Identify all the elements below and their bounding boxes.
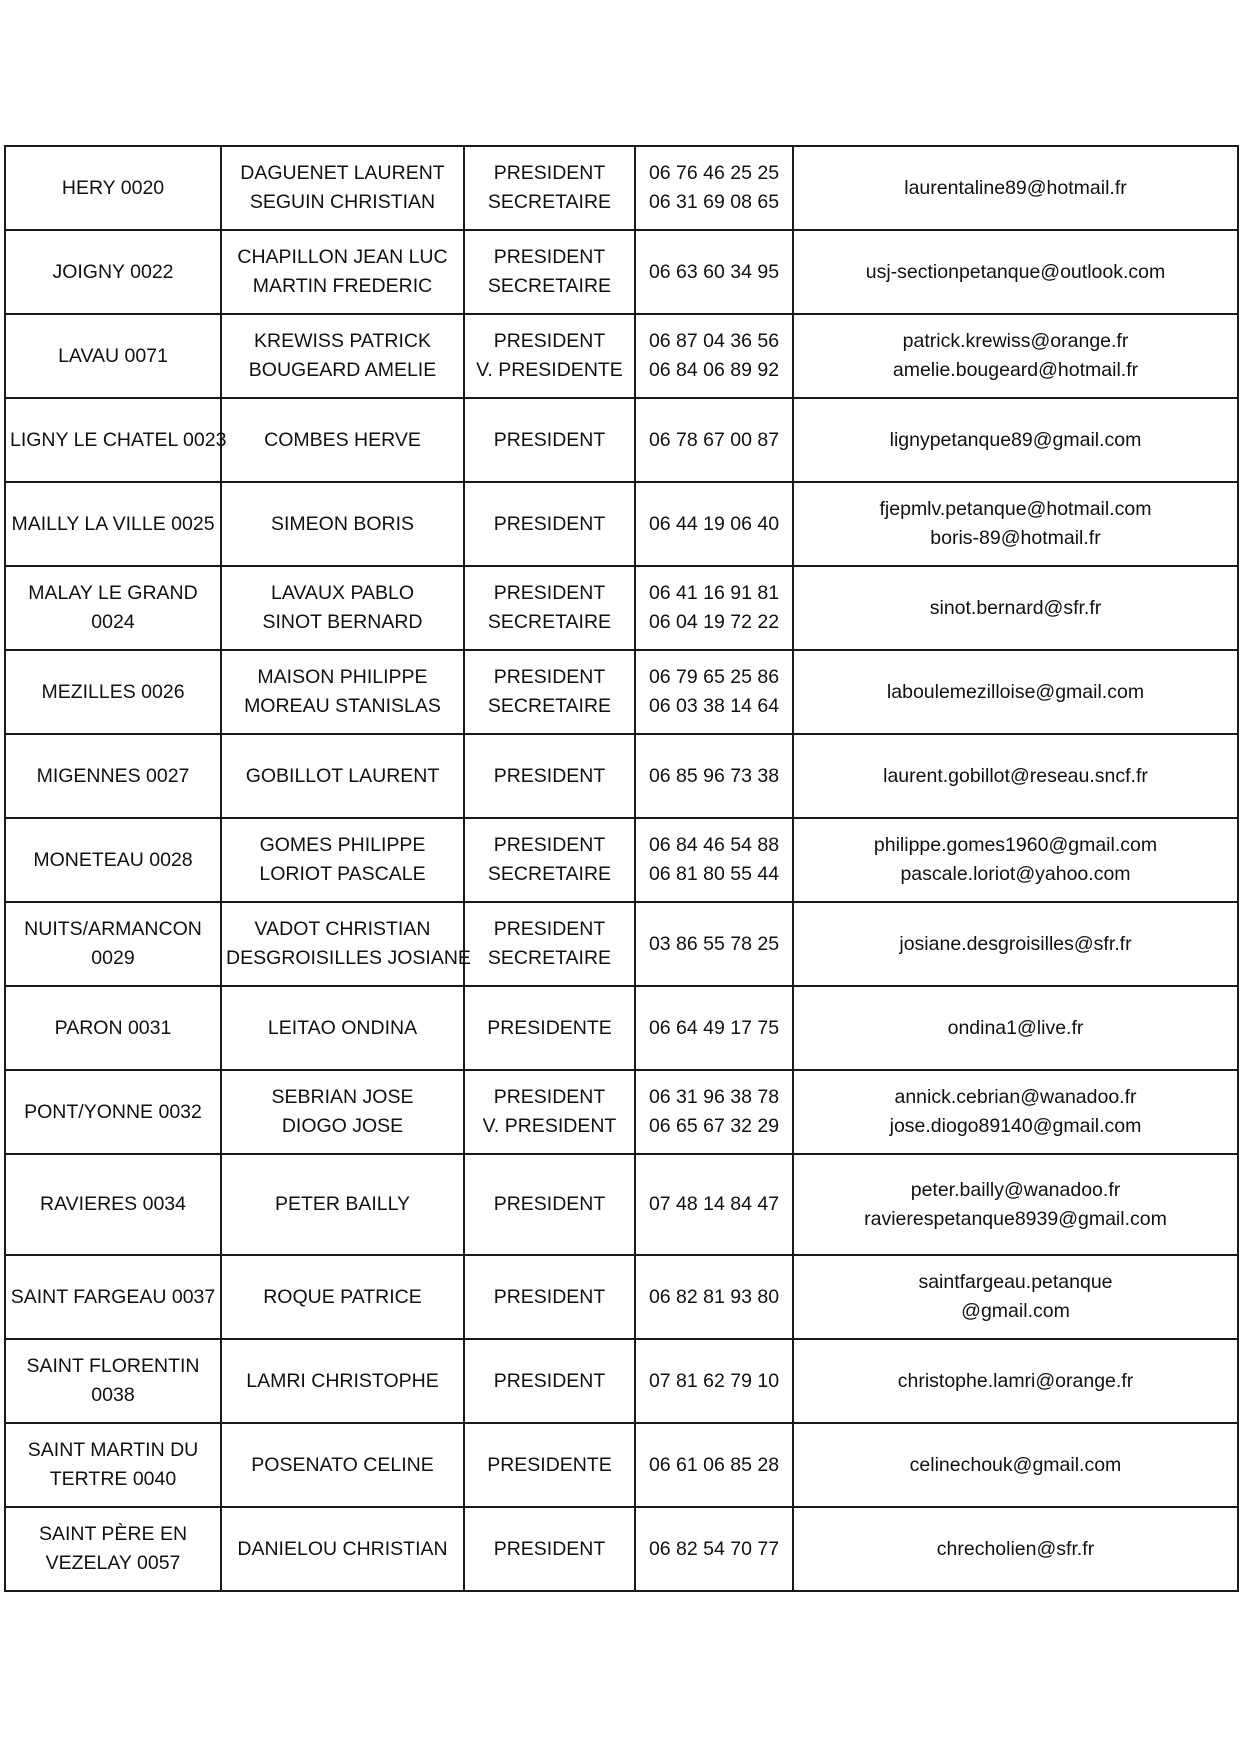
names-line: DANIELOU CHRISTIAN: [237, 1537, 448, 1560]
emails-cell: [793, 650, 1238, 734]
roles-cell: [464, 1423, 635, 1507]
phones-line: 06 63 60 34 95: [648, 260, 780, 283]
names-line: POSENATO CELINE: [251, 1453, 434, 1476]
phones-cell: [635, 902, 793, 986]
table-row: [5, 734, 1238, 818]
names-cell: [221, 650, 464, 734]
names-cell: [221, 902, 471, 986]
club-line: LAVAU 0071: [58, 344, 168, 367]
emails-line: lignypetanque89@gmail.com: [889, 428, 1142, 451]
emails-cell: [793, 1423, 1238, 1507]
club-line: MIGENNES 0027: [36, 764, 190, 787]
emails-line: patrick.krewiss@orange.fr: [902, 330, 1129, 352]
club-cell: [5, 1154, 221, 1255]
club-cell: [5, 1339, 221, 1423]
emails-cell: [793, 230, 1238, 314]
names-cell: [221, 1339, 464, 1423]
club-line: SAINT FARGEAU 0037: [10, 1285, 216, 1308]
phones-line: 06 61 06 85 28: [648, 1453, 780, 1476]
emails-cell: [793, 566, 1238, 650]
names-cell: [221, 1154, 464, 1255]
roles-line: V. PRESIDENTE: [476, 359, 623, 381]
phones-line: 06 31 96 38 78: [648, 1086, 780, 1108]
names-line: SIMEON BORIS: [270, 512, 415, 535]
emails-line: jose.diogo89140@gmail.com: [889, 1115, 1142, 1137]
phones-cell: [635, 734, 793, 818]
phones-line: 06 65 67 32 29: [648, 1115, 780, 1137]
phones-line: 06 82 81 93 80: [648, 1285, 780, 1308]
emails-line: amelie.bougeard@hotmail.fr: [892, 359, 1139, 381]
emails-cell: [793, 818, 1238, 902]
names-cell: [221, 398, 464, 482]
phones-line: 06 64 49 17 75: [648, 1016, 780, 1039]
roles-line: PRESIDENT: [493, 1086, 606, 1108]
club-line: 0029: [91, 947, 135, 969]
phones-cell: [635, 398, 793, 482]
roles-line: SECRETAIRE: [487, 611, 612, 633]
roles-line: PRESIDENT: [493, 582, 606, 604]
roles-line: PRESIDENT: [493, 1285, 606, 1308]
roles-line: PRESIDENT: [493, 512, 606, 535]
emails-line: ravierespetanque8939@gmail.com: [864, 1207, 1167, 1230]
names-line: VADOT CHRISTIAN: [254, 918, 431, 940]
phones-cell: [635, 1339, 793, 1423]
names-line: MAISON PHILIPPE: [257, 666, 428, 688]
club-contacts-table: [4, 145, 1239, 1592]
names-line: CHAPILLON JEAN LUC: [237, 246, 448, 268]
club-cell: [5, 230, 221, 314]
table-row: [5, 1339, 1238, 1423]
roles-line: PRESIDENT: [493, 162, 606, 184]
emails-line: laurentaline89@hotmail.fr: [904, 176, 1127, 199]
names-line: LEITAO ONDINA: [267, 1016, 418, 1039]
phones-line: 06 82 54 70 77: [648, 1537, 780, 1560]
emails-cell: [793, 734, 1238, 818]
roles-cell: [464, 146, 635, 230]
club-cell: [5, 146, 221, 230]
table-row: [5, 1255, 1238, 1339]
names-cell: [221, 482, 464, 566]
emails-cell: [793, 902, 1238, 986]
emails-line: fjepmlv.petanque@hotmail.com: [879, 498, 1152, 520]
table-row: [5, 650, 1238, 734]
roles-line: PRESIDENTE: [487, 1453, 612, 1476]
phones-cell: [635, 650, 793, 734]
club-cell: [5, 1255, 221, 1339]
roles-cell: [464, 986, 635, 1070]
emails-line: peter.bailly@wanadoo.fr: [910, 1178, 1121, 1201]
roles-line: PRESIDENT: [493, 246, 606, 268]
table-row: [5, 818, 1238, 902]
names-line: COMBES HERVE: [264, 428, 421, 451]
names-line: MARTIN FREDERIC: [252, 275, 433, 297]
roles-line: SECRETAIRE: [487, 695, 612, 717]
phones-line: 06 78 67 00 87: [648, 428, 780, 451]
roles-line: PRESIDENT: [493, 428, 606, 451]
roles-line: PRESIDENT: [493, 1193, 606, 1215]
emails-line: philippe.gomes1960@gmail.com: [873, 834, 1158, 856]
names-cell: [221, 734, 464, 818]
emails-line: laboulemezilloise@gmail.com: [886, 680, 1145, 703]
roles-line: SECRETAIRE: [487, 863, 612, 885]
club-line: JOIGNY 0022: [52, 260, 174, 283]
names-line: ROQUE PATRICE: [263, 1285, 422, 1308]
phones-line: 06 41 16 91 81: [648, 582, 780, 604]
phones-line: 06 44 19 06 40: [648, 512, 780, 535]
club-cell: [5, 566, 221, 650]
roles-line: PRESIDENT: [493, 1537, 606, 1560]
roles-cell: [464, 398, 635, 482]
club-line: RAVIERES 0034: [40, 1193, 186, 1215]
emails-line: ondina1@live.fr: [947, 1016, 1084, 1039]
roles-cell: [464, 314, 635, 398]
table-row: [5, 1154, 1238, 1255]
roles-cell: [464, 1154, 635, 1255]
phones-cell: [635, 146, 793, 230]
phones-line: 06 81 80 55 44: [648, 863, 780, 885]
club-line: PONT/YONNE 0032: [24, 1100, 202, 1123]
club-cell: [5, 314, 221, 398]
names-line: MOREAU STANISLAS: [244, 695, 441, 717]
phones-cell: [635, 482, 793, 566]
emails-cell: [793, 482, 1238, 566]
roles-line: SECRETAIRE: [487, 275, 612, 297]
club-line: MAILLY LA VILLE 0025: [11, 512, 215, 535]
roles-line: PRESIDENT: [493, 1369, 606, 1392]
club-line: LIGNY LE CHATEL 0023: [10, 428, 227, 451]
club-line: TERTRE 0040: [49, 1468, 177, 1490]
roles-cell: [464, 1339, 635, 1423]
phones-line: 06 04 19 72 22: [648, 611, 780, 633]
names-cell: [221, 818, 464, 902]
club-line: 0024: [91, 611, 135, 633]
club-cell: [5, 1423, 221, 1507]
club-cell: [5, 818, 221, 902]
phones-cell: [635, 818, 793, 902]
emails-cell: [793, 1507, 1238, 1591]
table-row: [5, 1507, 1238, 1591]
emails-line: laurent.gobillot@reseau.sncf.fr: [883, 764, 1148, 787]
emails-line: usj-sectionpetanque@outlook.com: [865, 260, 1166, 283]
table-row: [5, 314, 1238, 398]
club-line: NUITS/ARMANCON: [24, 918, 202, 940]
names-cell: [221, 1255, 464, 1339]
phones-line: 07 48 14 84 47: [648, 1193, 780, 1215]
club-cell: [5, 986, 221, 1070]
club-cell: [5, 1507, 221, 1591]
names-line: SEBRIAN JOSE: [271, 1086, 414, 1108]
roles-cell: [464, 650, 635, 734]
roles-line: PRESIDENT: [493, 834, 606, 856]
names-cell: [221, 986, 464, 1070]
roles-cell: [464, 566, 635, 650]
names-line: SINOT BERNARD: [262, 611, 423, 633]
club-line: MONETEAU 0028: [33, 848, 193, 871]
roles-cell: [464, 902, 635, 986]
roles-cell: [464, 230, 635, 314]
club-line: 0038: [91, 1384, 135, 1406]
table-row: [5, 1070, 1238, 1154]
phones-line: 07 81 62 79 10: [648, 1369, 780, 1392]
phones-cell: [635, 1255, 793, 1339]
names-line: BOUGEARD AMELIE: [248, 359, 437, 381]
names-cell: [221, 566, 464, 650]
phones-line: 06 84 46 54 88: [648, 834, 780, 856]
emails-line: celinechouk@gmail.com: [909, 1453, 1122, 1476]
table-row: [5, 230, 1238, 314]
names-line: DIOGO JOSE: [281, 1115, 404, 1137]
phones-cell: [635, 1507, 793, 1591]
club-line: SAINT MARTIN DU: [27, 1439, 199, 1461]
emails-cell: [793, 986, 1238, 1070]
table-body: [5, 146, 1238, 1591]
names-cell: [221, 1507, 464, 1591]
roles-line: SECRETAIRE: [487, 191, 612, 213]
phones-line: 06 79 65 25 86: [648, 666, 780, 688]
emails-cell: [793, 1339, 1238, 1423]
emails-line: annick.cebrian@wanadoo.fr: [894, 1086, 1137, 1108]
club-cell: [5, 1070, 221, 1154]
club-line: MALAY LE GRAND: [28, 582, 198, 604]
roles-cell: [464, 818, 635, 902]
table-row: [5, 1423, 1238, 1507]
phones-cell: [635, 314, 793, 398]
roles-line: SECRETAIRE: [487, 947, 612, 969]
phones-cell: [635, 1154, 793, 1255]
roles-cell: [464, 734, 635, 818]
roles-line: PRESIDENT: [493, 764, 606, 787]
phones-cell: [635, 566, 793, 650]
emails-cell: [793, 314, 1238, 398]
phones-line: 06 03 38 14 64: [648, 695, 780, 717]
club-cell: [5, 902, 221, 986]
phones-cell: [635, 1070, 793, 1154]
phones-line: 06 31 69 08 65: [648, 191, 780, 213]
emails-line: @gmail.com: [961, 1300, 1070, 1322]
names-cell: [221, 146, 464, 230]
emails-line: sinot.bernard@sfr.fr: [929, 596, 1102, 619]
club-line: PARON 0031: [54, 1016, 172, 1039]
emails-cell: [793, 1255, 1238, 1339]
emails-line: boris-89@hotmail.fr: [930, 527, 1101, 549]
table-row: [5, 482, 1238, 566]
emails-cell: [793, 1154, 1238, 1255]
club-cell: [5, 482, 221, 566]
names-line: GOBILLOT LAURENT: [245, 764, 440, 787]
roles-line: PRESIDENT: [493, 330, 606, 352]
roles-line: V. PRESIDENT: [482, 1115, 617, 1137]
club-line: SAINT FLORENTIN: [26, 1355, 200, 1377]
club-cell: [5, 650, 221, 734]
emails-line: christophe.lamri@orange.fr: [897, 1369, 1134, 1392]
names-cell: [221, 1070, 464, 1154]
club-line: SAINT PÈRE EN: [38, 1523, 188, 1545]
emails-cell: [793, 1070, 1238, 1154]
table-row: [5, 566, 1238, 650]
table-row: [5, 146, 1238, 230]
emails-line: pascale.loriot@yahoo.com: [900, 863, 1131, 885]
club-line: HERY 0020: [61, 176, 165, 199]
names-line: PETER BAILLY: [274, 1193, 411, 1215]
phones-line: 06 87 04 36 56: [648, 330, 780, 352]
phones-line: 03 86 55 78 25: [648, 932, 780, 955]
emails-line: josiane.desgroisilles@sfr.fr: [899, 932, 1132, 955]
phones-line: 06 84 06 89 92: [648, 359, 780, 381]
names-cell: [221, 314, 464, 398]
names-line: LORIOT PASCALE: [259, 863, 426, 885]
club-cell: [5, 734, 221, 818]
roles-line: PRESIDENT: [493, 918, 606, 940]
table-row: [5, 398, 1238, 482]
club-cell: [5, 398, 227, 482]
table-row: [5, 902, 1238, 986]
names-line: KREWISS PATRICK: [254, 330, 431, 352]
names-line: DAGUENET LAURENT: [240, 162, 445, 184]
emails-cell: [793, 398, 1238, 482]
names-line: SEGUIN CHRISTIAN: [249, 191, 436, 213]
roles-line: PRESIDENT: [493, 666, 606, 688]
emails-cell: [793, 146, 1238, 230]
phones-line: 06 76 46 25 25: [648, 162, 780, 184]
names-cell: [221, 230, 464, 314]
phones-cell: [635, 230, 793, 314]
names-line: DESGROISILLES JOSIANE: [226, 947, 471, 969]
roles-line: PRESIDENTE: [487, 1016, 612, 1039]
names-line: GOMES PHILIPPE: [259, 834, 426, 856]
names-line: LAMRI CHRISTOPHE: [246, 1369, 439, 1392]
phones-cell: [635, 986, 793, 1070]
emails-line: chrecholien@sfr.fr: [936, 1537, 1095, 1560]
emails-line: saintfargeau.petanque: [918, 1271, 1113, 1293]
club-line: MEZILLES 0026: [41, 680, 185, 703]
club-line: VEZELAY 0057: [45, 1552, 181, 1574]
roles-cell: [464, 1507, 635, 1591]
roles-cell: [464, 1255, 635, 1339]
roles-cell: [464, 1070, 635, 1154]
roles-cell: [464, 482, 635, 566]
names-cell: [221, 1423, 464, 1507]
phones-line: 06 85 96 73 38: [648, 764, 780, 787]
names-line: LAVAUX PABLO: [270, 582, 415, 604]
phones-cell: [635, 1423, 793, 1507]
table-row: [5, 986, 1238, 1070]
